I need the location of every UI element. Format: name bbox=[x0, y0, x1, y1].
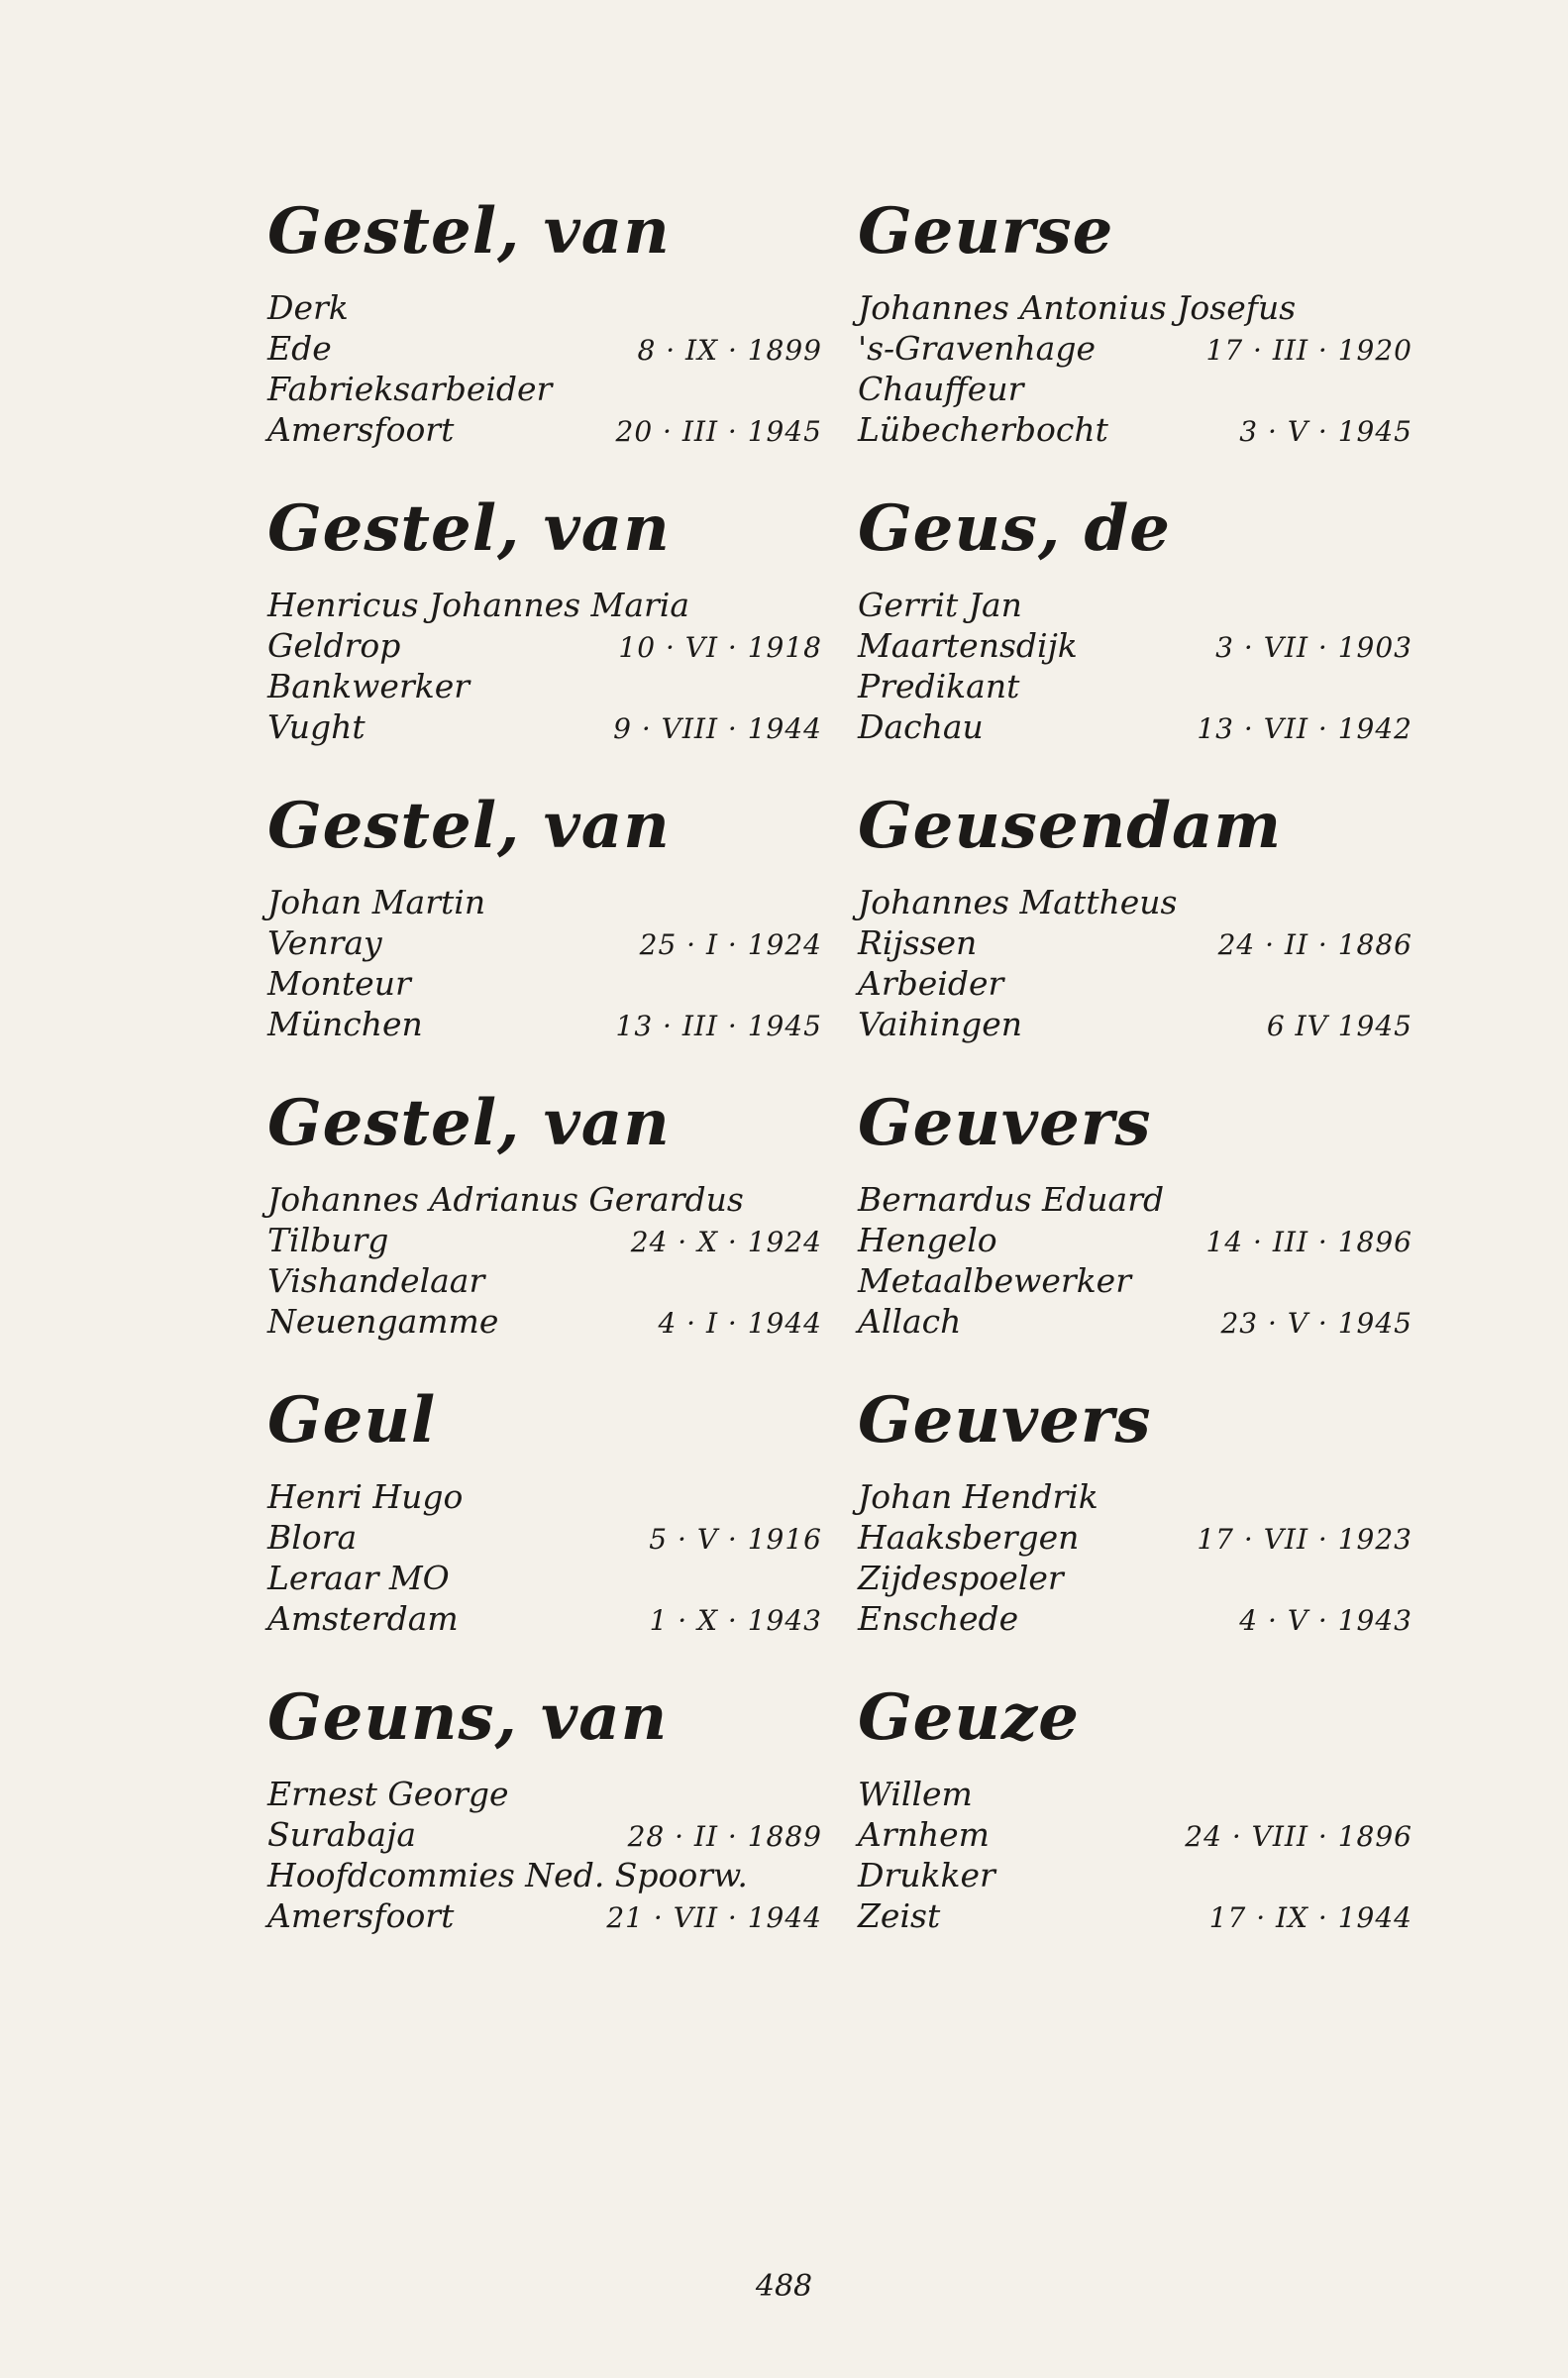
birthplace: Hengelo bbox=[858, 1221, 997, 1259]
birthdate: 24 · VIII · 1896 bbox=[1185, 1820, 1412, 1853]
birthplace: Geldrop bbox=[267, 626, 401, 665]
deathplace: Amsterdam bbox=[267, 1599, 459, 1638]
left-column bbox=[267, 188, 822, 1972]
occupation: Drukker bbox=[858, 1856, 995, 1894]
given-names: Derk bbox=[267, 288, 349, 327]
right-column bbox=[858, 188, 1412, 1972]
occupation: Leraar MO bbox=[267, 1559, 450, 1597]
deathdate: 17 · IX · 1944 bbox=[1208, 1901, 1412, 1934]
register-entry bbox=[267, 783, 822, 1080]
occupation: Hoofdcommies Ned. Spoorw. bbox=[267, 1856, 748, 1894]
birthplace: 's-Gravenhage bbox=[858, 329, 1096, 368]
deathplace: Enschede bbox=[858, 1599, 1019, 1638]
occupation: Metaalbewerker bbox=[858, 1261, 1131, 1300]
register-entry bbox=[267, 1080, 822, 1377]
birthdate: 28 · II · 1889 bbox=[627, 1820, 822, 1853]
deathplace: Zeist bbox=[858, 1896, 941, 1935]
entry-surname: Geuns, van bbox=[267, 1680, 669, 1755]
birthplace: Ede bbox=[267, 329, 332, 368]
birthdate: 17 · VII · 1923 bbox=[1197, 1523, 1412, 1556]
birthdate: 24 · X · 1924 bbox=[630, 1226, 822, 1258]
birthdate: 14 · III · 1896 bbox=[1205, 1226, 1412, 1258]
deathplace: Lübecherbocht bbox=[858, 410, 1108, 449]
birthdate: 3 · VII · 1903 bbox=[1215, 631, 1412, 664]
occupation: Zijdespoeler bbox=[858, 1559, 1064, 1597]
birthplace: Blora bbox=[267, 1518, 358, 1557]
register-entry bbox=[267, 1675, 822, 1972]
entry-surname: Geus, de bbox=[858, 491, 1171, 566]
birthdate: 8 · IX · 1899 bbox=[637, 334, 822, 367]
deathdate: 1 · X · 1943 bbox=[649, 1604, 822, 1637]
given-names: Ernest George bbox=[267, 1775, 509, 1813]
entry-surname: Geul bbox=[267, 1383, 437, 1458]
given-names: Gerrit Jan bbox=[858, 586, 1022, 624]
entry-surname: Gestel, van bbox=[267, 1086, 671, 1160]
register-entry bbox=[858, 783, 1412, 1080]
given-names: Henricus Johannes Maria bbox=[267, 586, 690, 624]
deathdate: 4 · V · 1943 bbox=[1239, 1604, 1412, 1637]
occupation: Chauffeur bbox=[858, 370, 1024, 408]
occupation: Fabrieksarbeider bbox=[267, 370, 553, 408]
deathdate: 20 · III · 1945 bbox=[615, 415, 822, 448]
birthdate: 17 · III · 1920 bbox=[1205, 334, 1412, 367]
given-names: Johannes Mattheus bbox=[858, 883, 1178, 921]
birthplace: Rijssen bbox=[858, 923, 978, 962]
birthdate: 25 · I · 1924 bbox=[639, 928, 822, 961]
birthdate: 5 · V · 1916 bbox=[649, 1523, 822, 1556]
birthplace: Arnhem bbox=[858, 1815, 990, 1854]
deathdate: 13 · VII · 1942 bbox=[1197, 712, 1412, 745]
deathplace: Neuengamme bbox=[267, 1302, 499, 1341]
deathdate: 4 · I · 1944 bbox=[658, 1307, 822, 1340]
deathdate: 13 · III · 1945 bbox=[615, 1010, 822, 1042]
deathplace: Vaihingen bbox=[858, 1005, 1022, 1043]
entry-surname: Gestel, van bbox=[267, 194, 671, 269]
entry-surname: Gestel, van bbox=[267, 491, 671, 566]
register-entry bbox=[858, 188, 1412, 486]
given-names: Henri Hugo bbox=[267, 1477, 464, 1516]
occupation: Bankwerker bbox=[267, 667, 470, 705]
entry-surname: Gestel, van bbox=[267, 789, 671, 863]
birthdate: 10 · VI · 1918 bbox=[618, 631, 822, 664]
given-names: Johannes Antonius Josefus bbox=[858, 288, 1297, 327]
given-names: Johan Martin bbox=[267, 883, 486, 921]
entry-surname: Geuvers bbox=[858, 1086, 1152, 1160]
entry-surname: Geuze bbox=[858, 1680, 1080, 1755]
register-entry bbox=[267, 486, 822, 783]
birthplace: Venray bbox=[267, 923, 382, 962]
register-entry bbox=[267, 1377, 822, 1675]
register-entry bbox=[858, 486, 1412, 783]
occupation: Predikant bbox=[858, 667, 1020, 705]
register-entry bbox=[858, 1080, 1412, 1377]
occupation: Arbeider bbox=[858, 964, 1004, 1003]
deathplace: Dachau bbox=[858, 707, 984, 746]
birthplace: Surabaja bbox=[267, 1815, 417, 1854]
given-names: Willem bbox=[858, 1775, 973, 1813]
register-entry bbox=[858, 1377, 1412, 1675]
deathdate: 9 · VIII · 1944 bbox=[613, 712, 822, 745]
deathplace: München bbox=[267, 1005, 423, 1043]
given-names: Bernardus Eduard bbox=[858, 1180, 1165, 1219]
birthplace: Haaksbergen bbox=[858, 1518, 1080, 1557]
deathdate: 6 IV 1945 bbox=[1266, 1010, 1412, 1042]
deathplace: Amersfoort bbox=[267, 1896, 455, 1935]
deathdate: 23 · V · 1945 bbox=[1220, 1307, 1412, 1340]
occupation: Vishandelaar bbox=[267, 1261, 485, 1300]
deathplace: Amersfoort bbox=[267, 410, 455, 449]
deathplace: Vught bbox=[267, 707, 366, 746]
deathdate: 3 · V · 1945 bbox=[1239, 415, 1412, 448]
given-names: Johannes Adrianus Gerardus bbox=[267, 1180, 744, 1219]
entry-surname: Geurse bbox=[858, 194, 1114, 269]
deathplace: Allach bbox=[858, 1302, 962, 1341]
deathdate: 21 · VII · 1944 bbox=[606, 1901, 822, 1934]
page-number: 488 bbox=[755, 2269, 813, 2304]
birthplace: Tilburg bbox=[267, 1221, 389, 1259]
given-names: Johan Hendrik bbox=[858, 1477, 1098, 1516]
birthdate: 24 · II · 1886 bbox=[1217, 928, 1412, 961]
register-entry bbox=[267, 188, 822, 486]
register-entry bbox=[858, 1675, 1412, 1972]
entry-surname: Geusendam bbox=[858, 789, 1283, 863]
birthplace: Maartensdijk bbox=[858, 626, 1078, 665]
occupation: Monteur bbox=[267, 964, 411, 1003]
entry-surname: Geuvers bbox=[858, 1383, 1152, 1458]
